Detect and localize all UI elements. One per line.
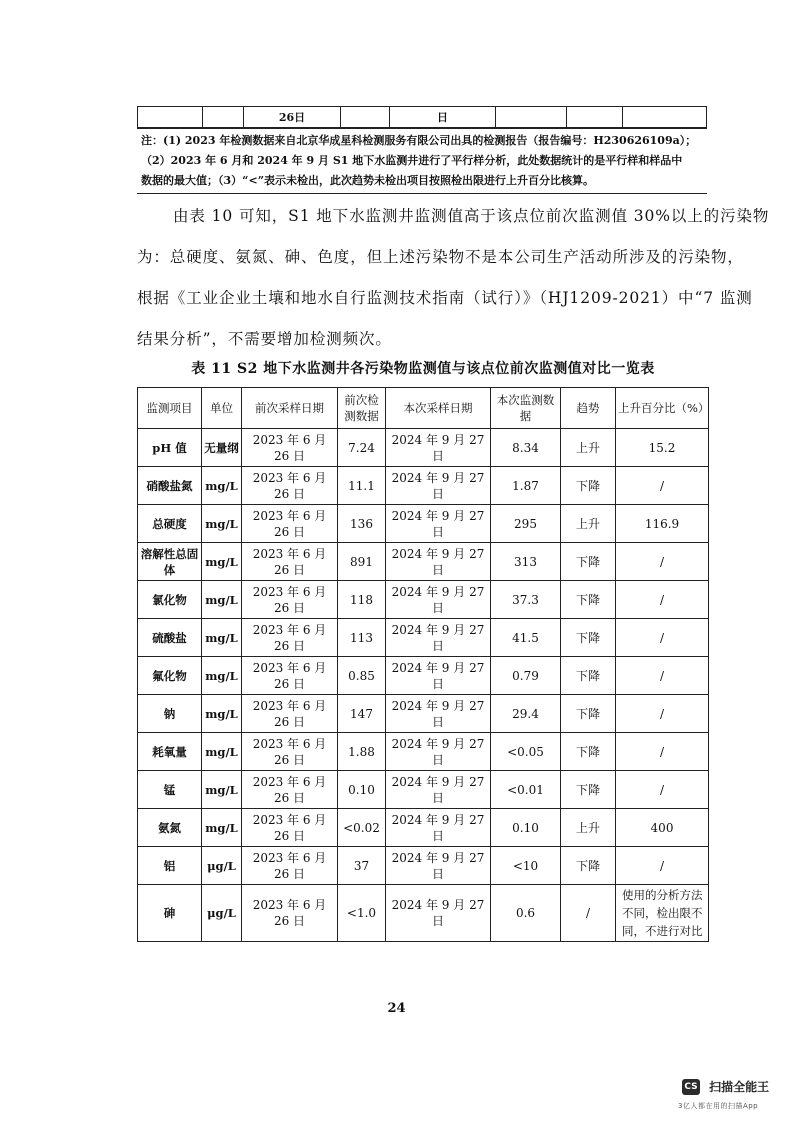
cell-cur-value: 41.5: [491, 619, 561, 657]
fragment-cell: 日: [390, 107, 496, 128]
cell-item: 硝酸盐氮: [138, 467, 202, 505]
header-percent: 上升百分比（%）: [616, 388, 709, 429]
cell-percent: /: [616, 619, 709, 657]
header-unit: 单位: [202, 388, 242, 429]
cell-trend: 下降: [561, 695, 616, 733]
cell-cur-date: 2024 年 9 月 27 日: [386, 467, 491, 505]
cell-cur-value: 0.79: [491, 657, 561, 695]
cell-cur-value: <0.01: [491, 771, 561, 809]
cell-prev-value: 136: [338, 505, 386, 543]
cell-cur-date: 2024 年 9 月 27 日: [386, 581, 491, 619]
cell-cur-value: 295: [491, 505, 561, 543]
scanner-logo-icon: CS: [682, 1079, 700, 1095]
cell-percent: 116.9: [616, 505, 709, 543]
cell-prev-value: 1.88: [338, 733, 386, 771]
cell-prev-value: 7.24: [338, 429, 386, 467]
cell-trend: 下降: [561, 619, 616, 657]
page-number: 24: [387, 1001, 406, 1016]
paragraph-line: 结果分析”，不需要增加检测频次。: [137, 330, 392, 348]
cell-item: pH 值: [138, 429, 202, 467]
cell-prev-date: 2023 年 6 月 26 日: [242, 467, 338, 505]
table-row: [138, 581, 709, 619]
cell-cur-value: <0.05: [491, 733, 561, 771]
prev-table-fragment: [137, 106, 707, 128]
cell-item: 溶解性总固体: [138, 543, 202, 581]
cell-prev-date: 2023 年 6 月 26 日: [242, 809, 338, 847]
table-row: [138, 657, 709, 695]
fragment-cell: [496, 107, 567, 128]
cell-item: 砷: [138, 885, 202, 942]
cell-cur-value: 313: [491, 543, 561, 581]
cell-percent: /: [616, 771, 709, 809]
cell-prev-date: 2023 年 6 月 26 日: [242, 885, 338, 942]
cell-percent: 15.2: [616, 429, 709, 467]
cell-item: 氯化物: [138, 581, 202, 619]
fragment-cell: [341, 107, 390, 128]
cell-percent: /: [616, 657, 709, 695]
cell-prev-date: 2023 年 6 月 26 日: [242, 657, 338, 695]
paragraph-line: 根据《工业企业土壤和地水自行监测技术指南（试行）》（HJ1209-2021）中“7 监测: [137, 289, 753, 307]
cell-unit: mg/L: [202, 467, 242, 505]
cell-trend: 上升: [561, 429, 616, 467]
cell-prev-value: 147: [338, 695, 386, 733]
table-row: [138, 695, 709, 733]
cell-prev-date: 2023 年 6 月 26 日: [242, 695, 338, 733]
cell-prev-date: 2023 年 6 月 26 日: [242, 733, 338, 771]
cell-cur-value: 0.6: [491, 885, 561, 942]
table-row: [138, 505, 709, 543]
cell-trend: 下降: [561, 733, 616, 771]
table-row: [138, 619, 709, 657]
comparison-table: [137, 387, 709, 942]
cell-unit: mg/L: [202, 505, 242, 543]
fragment-cell: [623, 107, 707, 128]
cell-unit: mg/L: [202, 733, 242, 771]
cell-item: 氟化物: [138, 657, 202, 695]
cell-trend: 下降: [561, 771, 616, 809]
table-row: [138, 809, 709, 847]
watermark-subtitle: 3亿人都在用的扫描App: [678, 1102, 759, 1110]
paragraph-line: 由表 10 可知，S1 地下水监测井监测值高于该点位前次监测值 30%以上的污染物: [173, 207, 770, 225]
cell-trend: 下降: [561, 581, 616, 619]
cell-cur-date: 2024 年 9 月 27 日: [386, 505, 491, 543]
cell-cur-date: 2024 年 9 月 27 日: [386, 847, 491, 885]
analysis-paragraph: [137, 196, 770, 360]
table-notes: [137, 128, 707, 194]
header-prev-value: 前次检测数据: [338, 388, 386, 429]
cell-item: 锰: [138, 771, 202, 809]
fragment-cell: [138, 107, 203, 128]
cell-prev-date: 2023 年 6 月 26 日: [242, 581, 338, 619]
cell-unit: mg/L: [202, 657, 242, 695]
cell-prev-date: 2023 年 6 月 26 日: [242, 543, 338, 581]
cell-prev-date: 2023 年 6 月 26 日: [242, 771, 338, 809]
cell-unit: mg/L: [202, 695, 242, 733]
header-trend: 趋势: [561, 388, 616, 429]
cell-unit: 无量纲: [202, 429, 242, 467]
cell-unit: mg/L: [202, 619, 242, 657]
cell-percent: /: [616, 467, 709, 505]
table-row: [138, 771, 709, 809]
table-row: [138, 543, 709, 581]
cell-cur-date: 2024 年 9 月 27 日: [386, 809, 491, 847]
cell-cur-date: 2024 年 9 月 27 日: [386, 657, 491, 695]
header-cur-date: 本次采样日期: [386, 388, 491, 429]
cell-unit: μg/L: [202, 847, 242, 885]
cell-percent: /: [616, 581, 709, 619]
cell-trend: /: [561, 885, 616, 942]
cell-trend: 下降: [561, 543, 616, 581]
cell-prev-value: 0.85: [338, 657, 386, 695]
cell-prev-value: 0.10: [338, 771, 386, 809]
cell-cur-value: 0.10: [491, 809, 561, 847]
header-cur-value: 本次监测数据: [491, 388, 561, 429]
cell-percent: /: [616, 543, 709, 581]
cell-cur-value: <10: [491, 847, 561, 885]
fragment-cell: 26日: [244, 107, 341, 128]
cell-prev-value: 37: [338, 847, 386, 885]
cell-item: 铝: [138, 847, 202, 885]
cell-prev-value: 11.1: [338, 467, 386, 505]
table-row: [138, 429, 709, 467]
table-row: [138, 467, 709, 505]
fragment-cell: [203, 107, 244, 128]
cell-percent: /: [616, 847, 709, 885]
cell-percent: 400: [616, 809, 709, 847]
cell-prev-value: 118: [338, 581, 386, 619]
cell-cur-value: 29.4: [491, 695, 561, 733]
cell-prev-date: 2023 年 6 月 26 日: [242, 847, 338, 885]
table-header-row: [138, 388, 709, 429]
cell-unit: μg/L: [202, 885, 242, 942]
cell-unit: mg/L: [202, 809, 242, 847]
cell-item: 总硬度: [138, 505, 202, 543]
cell-percent: /: [616, 695, 709, 733]
watermark-title: 扫描全能王: [709, 1080, 770, 1094]
cell-trend: 下降: [561, 657, 616, 695]
cell-cur-date: 2024 年 9 月 27 日: [386, 733, 491, 771]
cell-cur-date: 2024 年 9 月 27 日: [386, 771, 491, 809]
cell-cur-date: 2024 年 9 月 27 日: [386, 695, 491, 733]
header-item: 监测项目: [138, 388, 202, 429]
table-row: [138, 847, 709, 885]
paragraph-line: 为：总硬度、氨氮、砷、色度，但上述污染物不是本公司生产活动所涉及的污染物，: [137, 248, 744, 266]
table-caption: 表 11 S2 地下水监测井各污染物监测值与该点位前次监测值对比一览表: [191, 361, 655, 377]
table-row: [138, 885, 709, 942]
cell-cur-date: 2024 年 9 月 27 日: [386, 885, 491, 942]
cell-prev-date: 2023 年 6 月 26 日: [242, 429, 338, 467]
cell-percent: 使用的分析方法不同，检出限不同，不进行对比: [616, 885, 709, 942]
cell-prev-value: <1.0: [338, 885, 386, 942]
cell-cur-value: 37.3: [491, 581, 561, 619]
cell-prev-date: 2023 年 6 月 26 日: [242, 505, 338, 543]
fragment-cell: [567, 107, 623, 128]
cell-unit: mg/L: [202, 771, 242, 809]
cell-prev-value: 113: [338, 619, 386, 657]
cell-trend: 上升: [561, 809, 616, 847]
cell-prev-value: <0.02: [338, 809, 386, 847]
cell-cur-date: 2024 年 9 月 27 日: [386, 543, 491, 581]
note-line: （2）2023 年 6 月和 2024 年 9 月 S1 地下水监测井进行了平行样分析，此处数据统计的是平行样和样品中: [141, 154, 683, 167]
scanner-watermark: [682, 1076, 769, 1095]
cell-unit: mg/L: [202, 543, 242, 581]
note-line: 注：(1) 2023 年检测数据来自北京华成星科检测服务有限公司出具的检测报告（报告编号：H230626109a）；: [141, 134, 697, 147]
cell-prev-value: 891: [338, 543, 386, 581]
table-row: [138, 733, 709, 771]
cell-trend: 下降: [561, 467, 616, 505]
cell-cur-value: 8.34: [491, 429, 561, 467]
cell-cur-date: 2024 年 9 月 27 日: [386, 619, 491, 657]
header-prev-date: 前次采样日期: [242, 388, 338, 429]
cell-trend: 下降: [561, 847, 616, 885]
cell-item: 硫酸盐: [138, 619, 202, 657]
cell-cur-value: 1.87: [491, 467, 561, 505]
cell-item: 钠: [138, 695, 202, 733]
cell-cur-date: 2024 年 9 月 27 日: [386, 429, 491, 467]
cell-trend: 上升: [561, 505, 616, 543]
cell-percent: /: [616, 733, 709, 771]
note-line: 数据的最大值；（3）“<”表示未检出，此次趋势未检出项目按照检出限进行上升百分比核算。: [141, 174, 595, 187]
cell-item: 耗氧量: [138, 733, 202, 771]
cell-unit: mg/L: [202, 581, 242, 619]
cell-prev-date: 2023 年 6 月 26 日: [242, 619, 338, 657]
cell-item: 氨氮: [138, 809, 202, 847]
